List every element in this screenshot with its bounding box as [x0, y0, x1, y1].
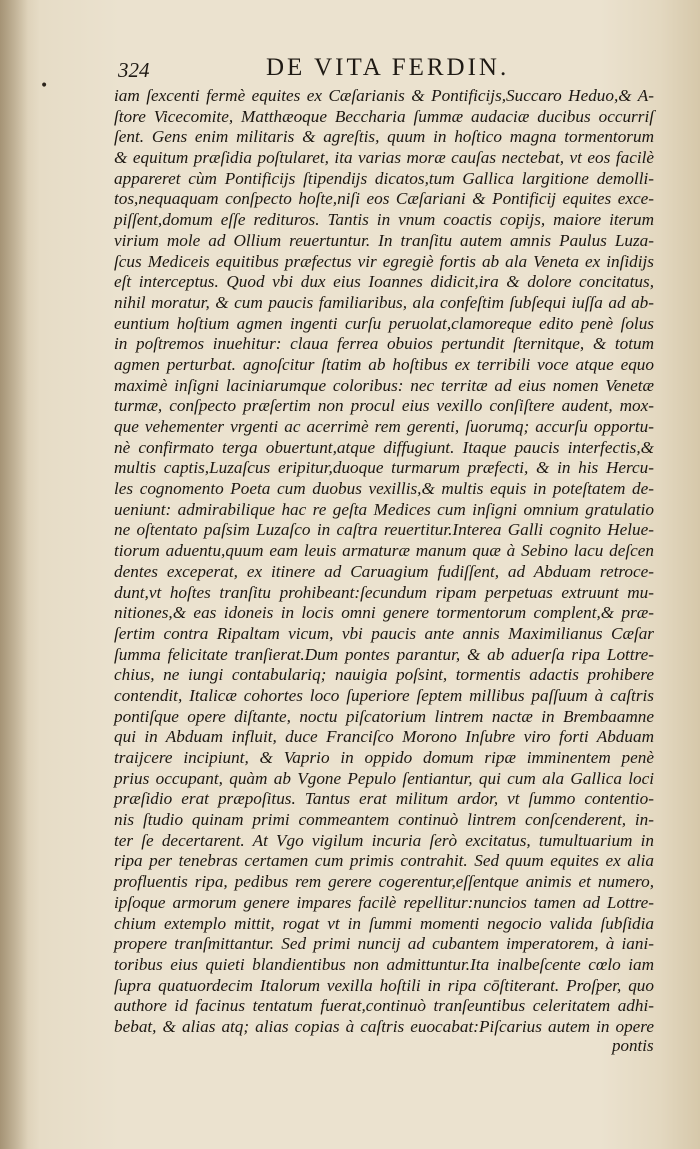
text-line: piſſent,domum eſſe redituros. Tantis in vnum coactis copijs, maiore iterum	[114, 210, 654, 230]
text-line: propere tranſmittantur. Sed primi nuncij ad cubantem imperatorem, à iani-	[114, 934, 654, 954]
text-line: bebat, & alias atq; alias copias à caſtris euocabat:Piſcarius autem in opere	[114, 1016, 654, 1036]
text-line: tiorum aduentu,quum eam leuis armaturæ manum quæ à Sebino lacu deſcen	[114, 541, 654, 561]
text-line: dentes exceperat, ex itinere ad Caruagium fudiſſent, ad Abduam retroce-	[114, 561, 654, 581]
text-line: euntium hoſtium agmen ingenti curſu peruolat,clamoreque edito penè ſolus	[114, 313, 654, 333]
text-line: & equitum præſidia poſtularet, ita varias moræ cauſas nectebat, vt eos facilè	[114, 148, 654, 168]
text-line: chium extemplo mittit, rogat vt in ſummi momenti negocio valida ſubſidia	[114, 913, 654, 933]
text-line: toribus eius quieti blandientibus non admittuntur.Ita inalbeſcente cœlo iam	[114, 954, 654, 974]
text-line: appareret cùm Pontificijs ſtipendijs dicatos,tum Gallica largitione demolli-	[114, 168, 654, 188]
text-line: ne oſtentato paſsim Luzaſco in caſtra reuertitur.Interea Galli cognito Helue-	[114, 520, 654, 540]
running-title: DE VITA FERDIN.	[266, 54, 510, 81]
text-line: ſtore Vicecomite, Matthæoque Beccharia ſummæ audaciæ ducibus occurriſ	[114, 106, 654, 126]
text-line: les cognomento Poeta cum duobus vexillis,& multis equis in poteſtatem de-	[114, 479, 654, 499]
text-line: pontiſque opere diſtante, noctu piſcatorium lintrem nactæ in Brembaamne	[114, 706, 654, 726]
text-line: nè confirmato terga obuertunt,atque diffugiunt. Itaque paucis interfectis,&	[114, 437, 654, 457]
text-block	[114, 86, 654, 1038]
page-number: 324	[118, 58, 150, 82]
text-line: ſupra quatuordecim Italorum vexilla hoſtili in ripa cōſtiterant. Proſper, quo	[114, 975, 654, 995]
text-line: authore id facinus tentatum fuerat,continuò tranſeuntibus celeritatem adhi-	[114, 996, 654, 1016]
text-line: qui in Abduam influit, duce Franciſco Morono Inſubre viro forti Abduam	[114, 727, 654, 747]
text-line: præſidio erat præpoſitus. Tantus erat militum ardor, vt ſummo contentio-	[114, 789, 654, 809]
text-line: eſt interceptus. Quod vbi dux eius Ioannes didicit,ira & dolore concitatus,	[114, 272, 654, 292]
text-line: multis captis,Luzaſcus eripitur,duoque turmarum præfecti, & in his Hercu-	[114, 458, 654, 478]
text-line: ripa per tenebras certamen cum primis contrahit. Sed quum equites ex alia	[114, 851, 654, 871]
text-line: ſent. Gens enim militaris & agreſtis, quum in hoſtico magna tormentorum	[114, 127, 654, 147]
text-line: chius, ne iungi contabulariq; nauigia poſsint, tormentis adactis prohibere	[114, 665, 654, 685]
text-line: tos,nequaquam conſpecto hoſte,niſi eos Cæſariani & Pontificij equites exce-	[114, 189, 654, 209]
text-line: ipſoque armorum genere impares facilè repellitur:nuncios tamen ad Lottre-	[114, 892, 654, 912]
text-line: profluentis ripa, pedibus rem gerere cogerentur,eſſentque animis et numero,	[114, 872, 654, 892]
text-line: iam ſexcenti fermè equites ex Cæſarianis & Pontificijs,Succaro Heduo,& A-	[114, 86, 654, 105]
text-line: agmen perturbat. agnoſcitur ſtatim ab hoſtibus ex terribili voce atque equo	[114, 354, 654, 374]
text-line: nitiones,& eas idoneis in locis omni genere tormentorum complent,& præ-	[114, 603, 654, 623]
text-line: ter ſe decertarent. At Vgo vigilum incuria ſerò excitatus, tumultuarium in	[114, 830, 654, 850]
text-line: traijcere incipiunt, & Vaprio in oppido domum ripæ imminentem penè	[114, 748, 654, 767]
text-line: prius occupant, quàm ab Vgone Pepulo ſentiantur, qui cum ala Gallica loci	[114, 768, 654, 788]
text-line: que vehementer vrgenti ac acerrimè rem gerenti, ſuorumq; accurſu opportu-	[114, 417, 654, 436]
text-line: in poſtremos inuehitur: claua ferrea obuios pertundit ſternitque, & totum	[114, 334, 654, 354]
text-line: maximè inſigni laciniarumque coloribus: nec territæ ad eius nomen Venetæ	[114, 375, 654, 395]
text-line: ſcus Mediceis equitibus præfectus vir egregiè fortis ab ala Veneta ex inſidijs	[114, 251, 654, 271]
text-line: virium mole ad Ollium reuertuntur. In tranſitu autem amnis Paulus Luza-	[114, 230, 654, 250]
text-line: ueniunt: admirabilique hac re geſta Medices cum inſigni omnium gratulatio	[114, 499, 654, 519]
text-line: nihil moratur, & cum paucis familiaribus, ala confeſtim ſubſequi iuſſa ad ab-	[114, 292, 654, 312]
text-line: dunt,vt hoſtes tranſitu prohibeant:ſecundum ripam perpetuas extruunt mu-	[114, 582, 654, 602]
gutter-shadow	[0, 0, 28, 1149]
catchword: pontis	[612, 1036, 654, 1055]
text-line: contendit, Italicæ cohortes loco ſuperiore ſeptem millibus paſſuum à caſtris	[114, 685, 654, 705]
text-line: ſumma felicitate tranſierat.Dum pontes parantur, & ab aduerſa ripa Lottre-	[114, 644, 654, 664]
text-line: nis ſtudio quinam primi commeantem continuò lintrem conſcenderent, in-	[114, 810, 654, 830]
stray-mark: •	[40, 78, 49, 94]
text-line: turmæ, conſpecto præſertim non procul eius vexillo conſiſtere audent, mox-	[114, 396, 654, 416]
text-line: ſertim contra Ripaltam vicum, vbi paucis ante annis Maximilianus Cæſar	[114, 623, 654, 643]
